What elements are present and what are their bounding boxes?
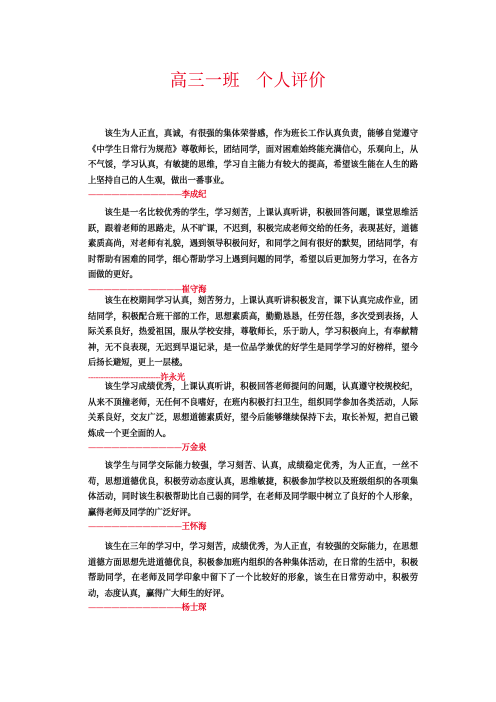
evaluation-entry [88,458,418,532]
student-name: 崔守海 [181,283,207,294]
evaluation-text: 该学生与同学交际能力较强，学习刻苦、认真，成绩稳定优秀，为人正直，一丝不苟，思想道德优良，积极劳动态度认真，思维敏捷，积极参加学校以及班级组织的各项集体活动，同时该生积极帮助比自己弱的同学，在老师及同学眼中树立了良好的个人形象，赢得老师及同学的广泛好评。 [88,460,418,517]
title-text: 个人评价 [256,71,326,91]
student-name: 万金泉 [181,442,207,452]
student-name: 许永光 [160,371,186,382]
signature-dashes: ———————————— [88,521,182,531]
title-class: 高三一班 [170,71,240,91]
signature-dashes: ———————————— [88,189,182,199]
evaluation-text: 该生学习成绩优秀，上课认真听讲，积极回答老师提问的问题，认真遵守校规校纪，从来不顶撞老师，无任何不良嗜好，在班内积极打扫卫生，组织同学参加各类活动，人际关系良好，交友广泛，思想道德素质好，望今后能够继续保持下去，取长补短，把自己锻炼成一个更全面的人。 [88,381,418,438]
evaluation-text: 该生在三年的学习中，学习刻苦，成绩优秀，为人正直，有较强的交际能力，在思想道德方面思想先进道德优良，积极参加班内组织的各种集体活动，在日常的生活中，积极帮助同学，在老师及同学印象中留下了一个比较好的形象，该生在日常劳动中，积极劳动，态度认真，赢得广大师生的好评。 [88,541,418,598]
evaluation-text: 该生在校期间学习认真，刻苦努力，上课认真听讲积极发言，课下认真完成作业，团结同学，积极配合班干部的工作，思想素质高，勤勤恳恳，任劳任怨，多次受到表扬，人际关系良好，热爱祖国，服从学校安排，尊敬师长，乐于助人，学习积极向上，有奉献精神，无不良表现，无迟到早退记录，是一位品学兼优的好学生是同学学习的好榜样，望今后扬长避短，更上一层楼。 [88,295,418,367]
student-name: 王怀海 [181,521,207,531]
signature-dashes: ———————————— [88,442,182,452]
page-title [0,66,496,91]
signature-line [88,441,418,453]
evaluation-entry [88,293,418,383]
evaluation-entry [88,539,418,613]
signature-dashes: ----------------------------- [88,371,161,382]
evaluation-text: 该生是一名比较优秀的学生，学习刻苦，上课认真听讲，积极回答问题，课堂思维活跃，跟着老师的思路走，从不旷课，不迟到，积极完成老师交给的任务，表现甚好，道德素质高尚，对老师有礼貌，遇到领导积极问好，和同学之间有很好的默契，团结同学，有时帮助有困难的同学，细心帮助学习上遇到问题的同学，希望以后更加努力学习，在各方面做的更好。 [88,207,418,279]
evaluation-entry [88,379,418,453]
evaluation-entry [88,126,418,200]
evaluation-entry [88,205,418,295]
student-name: 李成纪 [181,189,207,199]
signature-dashes: ———————————— [88,602,182,612]
signature-line [88,601,418,613]
signature-line [88,188,418,200]
evaluation-text: 该生为人正直，真诚，有很强的集体荣誉感，作为班长工作认真负责，能够自觉遵守《中学生日常行为规范》尊敬师长，团结同学，面对困难始终能充满信心，乐观向上，从不气馁，学习认真，有敏捷的思维，学习自主能力有较大的提高，希望该生能在人生的路上坚持自己的人生观，做出一番事业。 [88,128,418,185]
signature-dashes: ———————————— [88,283,182,294]
signature-line [88,520,418,532]
student-name: 杨士琛 [181,602,207,612]
